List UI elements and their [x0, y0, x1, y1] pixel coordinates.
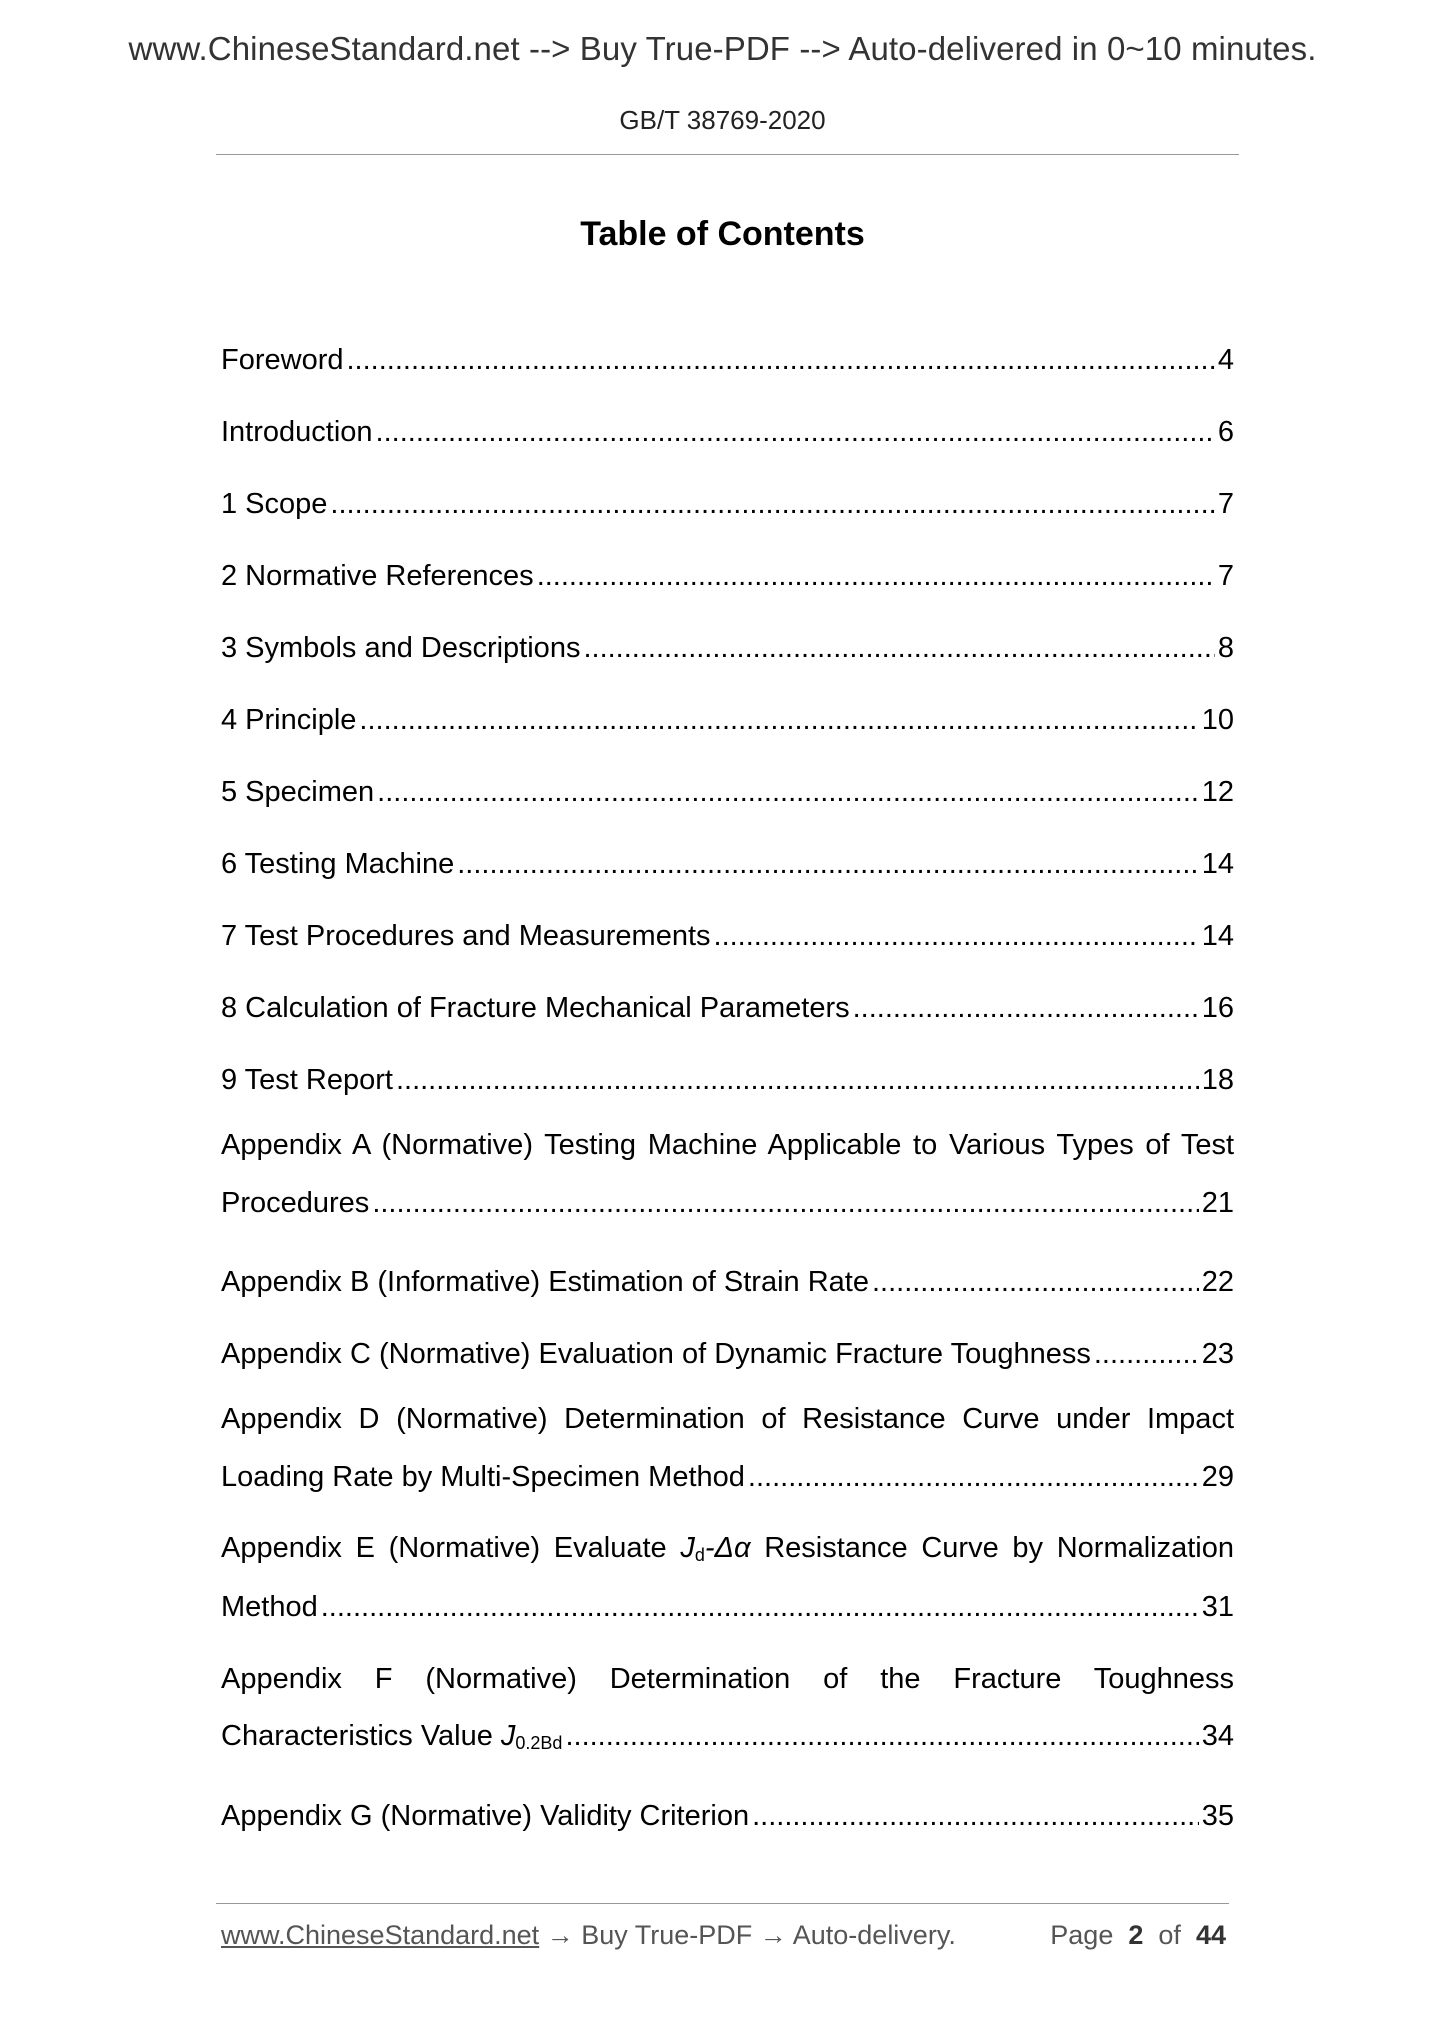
toc-entry-page: 14 [1201, 919, 1234, 952]
toc-entry-appendix-g[interactable] [221, 1780, 1234, 1852]
dot-leader [853, 992, 1199, 1025]
toc-entry-label: 6 Testing Machine [221, 847, 455, 880]
toc-entry-label: 9 Test Report [221, 1063, 393, 1096]
toc-entry-page: 14 [1201, 847, 1234, 880]
toc-entry-foreword[interactable] [221, 324, 1234, 396]
toc-entry-page: 10 [1201, 703, 1234, 736]
table-of-contents [221, 324, 1234, 1852]
toc-entry-label: Appendix A (Normative) Testing Machine Applicable to Various Types of Test [221, 1128, 1234, 1161]
dot-leader [752, 1800, 1199, 1833]
dot-leader [537, 560, 1215, 593]
toc-entry-label: 8 Calculation of Fracture Mechanical Parameters [221, 991, 850, 1024]
dot-leader [330, 488, 1214, 521]
page-footer [221, 1920, 1226, 1951]
toc-entry-label: 2 Normative References [221, 559, 534, 592]
toc-entry-label: 3 Symbols and Descriptions [221, 631, 581, 664]
toc-entry-label: Appendix B (Informative) Estimation of Strain Rate [221, 1265, 869, 1298]
dot-leader [372, 1187, 1198, 1220]
dot-leader [583, 632, 1214, 665]
toc-entry-page: 12 [1201, 775, 1234, 808]
toc-entry-label: Appendix F (Normative) Determination of the Fracture Toughness [221, 1662, 1234, 1695]
toc-entry-label: 5 Specimen [221, 775, 375, 808]
header-divider [216, 154, 1239, 155]
page-counter [1050, 1920, 1226, 1951]
toc-entry-testing-machine[interactable] [221, 828, 1234, 900]
toc-entry-label: Appendix D (Normative) Determination of Resistance Curve under Impact [221, 1402, 1234, 1435]
toc-entry-page: 8 [1217, 631, 1234, 664]
toc-entry-page: 34 [1201, 1720, 1234, 1752]
page-word: Page [1050, 1920, 1114, 1950]
footer-tail: → Buy True-PDF → Auto-delivery. [539, 1920, 956, 1950]
toc-entry-label: Introduction [221, 415, 373, 448]
dot-leader [321, 1591, 1199, 1624]
dot-leader [396, 1064, 1199, 1097]
toc-entry-label-cont [221, 1720, 562, 1754]
dot-leader [714, 920, 1199, 953]
toc-entry-test-procedures[interactable] [221, 900, 1234, 972]
toc-entry-principle[interactable] [221, 684, 1234, 756]
footer-promo [221, 1920, 956, 1951]
label-part: Resistance Curve by Normalization [750, 1532, 1234, 1564]
toc-entry-test-report[interactable] [221, 1044, 1234, 1116]
toc-entry-appendix-d[interactable] [221, 1390, 1234, 1506]
dot-leader [457, 848, 1199, 881]
toc-entry-page: 4 [1217, 343, 1234, 376]
variable-subscript: 0.2Bd [515, 1733, 563, 1753]
toc-entry-appendix-e[interactable] [221, 1520, 1234, 1636]
toc-entry-appendix-f[interactable] [221, 1650, 1234, 1766]
toc-entry-introduction[interactable] [221, 396, 1234, 468]
dot-leader [359, 704, 1198, 737]
toc-entry-label: 4 Principle [221, 703, 357, 736]
variable-j: J [680, 1532, 695, 1564]
toc-entry-page: 7 [1217, 487, 1234, 520]
toc-entry-label: 1 Scope [221, 487, 328, 520]
standard-number: GB/T 38769-2020 [619, 105, 826, 135]
toc-entry-label-cont: Loading Rate by Multi-Specimen Method [221, 1460, 745, 1493]
variable-delta-a: -Δα [704, 1532, 751, 1564]
toc-entry-page: 22 [1201, 1265, 1234, 1298]
site-banner: www.ChineseStandard.net --> Buy True-PDF --> Auto-delivered in 0~10 minutes. [128, 30, 1317, 67]
toc-entry-page: 16 [1201, 991, 1234, 1024]
toc-entry-label: Foreword [221, 343, 344, 376]
toc-entry-label: 7 Test Procedures and Measurements [221, 919, 711, 952]
toc-title: Table of Contents [580, 215, 865, 253]
toc-entry-label: Appendix G (Normative) Validity Criterion [221, 1799, 750, 1832]
label-part: Appendix E (Normative) Evaluate [221, 1532, 681, 1564]
dot-leader [872, 1266, 1199, 1299]
toc-entry-label-cont: Procedures [221, 1186, 370, 1219]
toc-entry-label: Appendix C (Normative) Evaluation of Dynamic Fracture Toughness [221, 1337, 1091, 1370]
toc-entry-specimen[interactable] [221, 756, 1234, 828]
toc-entry-page: 23 [1201, 1337, 1234, 1370]
toc-entry-page: 6 [1217, 415, 1234, 448]
of-word: of [1158, 1920, 1181, 1950]
dot-leader [748, 1461, 1199, 1494]
toc-entry-label [221, 1532, 1234, 1566]
footer-link[interactable]: www.ChineseStandard.net [221, 1920, 540, 1950]
dot-leader [565, 1720, 1198, 1753]
toc-entry-page: 18 [1201, 1063, 1234, 1096]
toc-entry-appendix-b[interactable] [221, 1246, 1234, 1318]
dot-leader [1094, 1338, 1199, 1371]
toc-entry-page: 35 [1201, 1799, 1234, 1832]
dot-leader [377, 776, 1199, 809]
toc-entry-page: 31 [1201, 1590, 1234, 1623]
variable-j: J [500, 1720, 516, 1752]
toc-entry-normative-references[interactable] [221, 540, 1234, 612]
toc-entry-symbols[interactable] [221, 612, 1234, 684]
dot-leader [347, 344, 1215, 377]
toc-entry-appendix-c[interactable] [221, 1318, 1234, 1390]
toc-entry-page: 29 [1201, 1460, 1234, 1493]
dot-leader [376, 416, 1215, 449]
toc-entry-calculation[interactable] [221, 972, 1234, 1044]
variable-subscript: d [694, 1545, 705, 1565]
toc-entry-scope[interactable] [221, 468, 1234, 540]
toc-entry-page: 7 [1217, 559, 1234, 592]
toc-entry-page: 21 [1201, 1186, 1234, 1219]
current-page: 2 [1128, 1920, 1144, 1950]
total-pages: 44 [1195, 1920, 1226, 1950]
toc-entry-appendix-a[interactable] [221, 1116, 1234, 1232]
label-part: Characteristics Value [221, 1720, 501, 1752]
footer-divider [216, 1903, 1229, 1904]
toc-entry-label-cont: Method [221, 1590, 318, 1623]
